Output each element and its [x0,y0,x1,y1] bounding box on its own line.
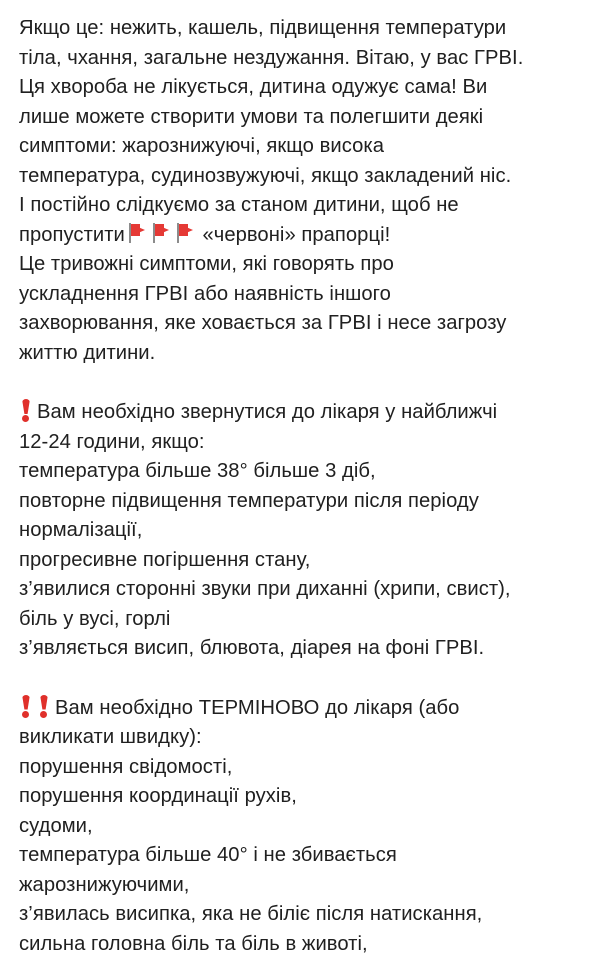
text-line: нормалізації, [19,519,143,541]
text-line: симптоми: жарознижуючі, якщо висока [19,135,384,157]
text-line: сильна головна біль та біль в животі, [19,932,368,955]
flag-line-start: пропустити [19,223,125,246]
text-line: біль у вусі, горлі [19,607,171,630]
text-line: прогресивне погіршення стану, [19,548,311,571]
red-exclamation-icon [19,398,33,422]
section-heading-text: Вам необхідно звернутися до лікаря у найближчі [37,401,498,423]
text-line: лише можете створити умови та полегшити деякі [19,105,484,128]
text-line: порушення координації рухів, [19,785,297,807]
red-flag-icon [149,222,172,244]
text-line: тіла, чхання, загальне нездужання. Вітаю, у вас ГРВІ. [19,46,524,69]
text-line: 12-24 години, якщо: [19,430,205,453]
text-line: температура, судинозвужуючі, якщо закладений ніс. [19,164,512,187]
text-line: І постійно слідкуємо за станом дитини, щоб не [19,194,459,216]
text-line: захворювання, яке ховається за ГРВІ і несе загрозу [19,312,507,334]
text-line: життю дитини. [19,341,156,364]
section-heading [19,694,589,724]
post-text [19,14,589,959]
text-line: жарознижуючими, [19,873,190,896]
section-heading-text: Вам необхідно ТЕРМІНОВО до лікаря (або [55,696,460,719]
text-line: судоми, [19,814,93,837]
text-line: Це тривожні симптоми, які говорять про [19,253,394,275]
text-line: температура більше 38° більше 3 діб, [19,460,376,482]
text-line: Ця хвороба не лікується, дитина одужує сама! Ви [19,76,488,98]
red-exclamation-icon [37,694,51,718]
text-line: Якщо це: нежить, кашель, підвищення температури [19,17,507,39]
text-line: з’явилися сторонні звуки при диханні (хрипи, свист), [19,578,511,600]
section-heading [19,398,589,428]
flag-line [19,221,589,251]
text-line: повторне підвищення температури після періоду [19,489,479,512]
text-line: ускладнення ГРВІ або наявність іншого [19,282,391,305]
red-exclamation-icon [19,694,33,718]
text-line: з’явилась висипка, яка не біліє після натискання, [19,903,483,925]
text-line: порушення свідомості, [19,755,233,778]
red-flag-icon [125,222,148,244]
flag-line-end: «червоні» прапорці! [196,223,391,246]
text-line: з’являється висип, блювота, діарея на фоні ГРВІ. [19,637,485,659]
red-flag-icon [173,222,196,244]
text-line: викликати швидку): [19,726,202,748]
text-line: температура більше 40° і не збивається [19,844,397,866]
